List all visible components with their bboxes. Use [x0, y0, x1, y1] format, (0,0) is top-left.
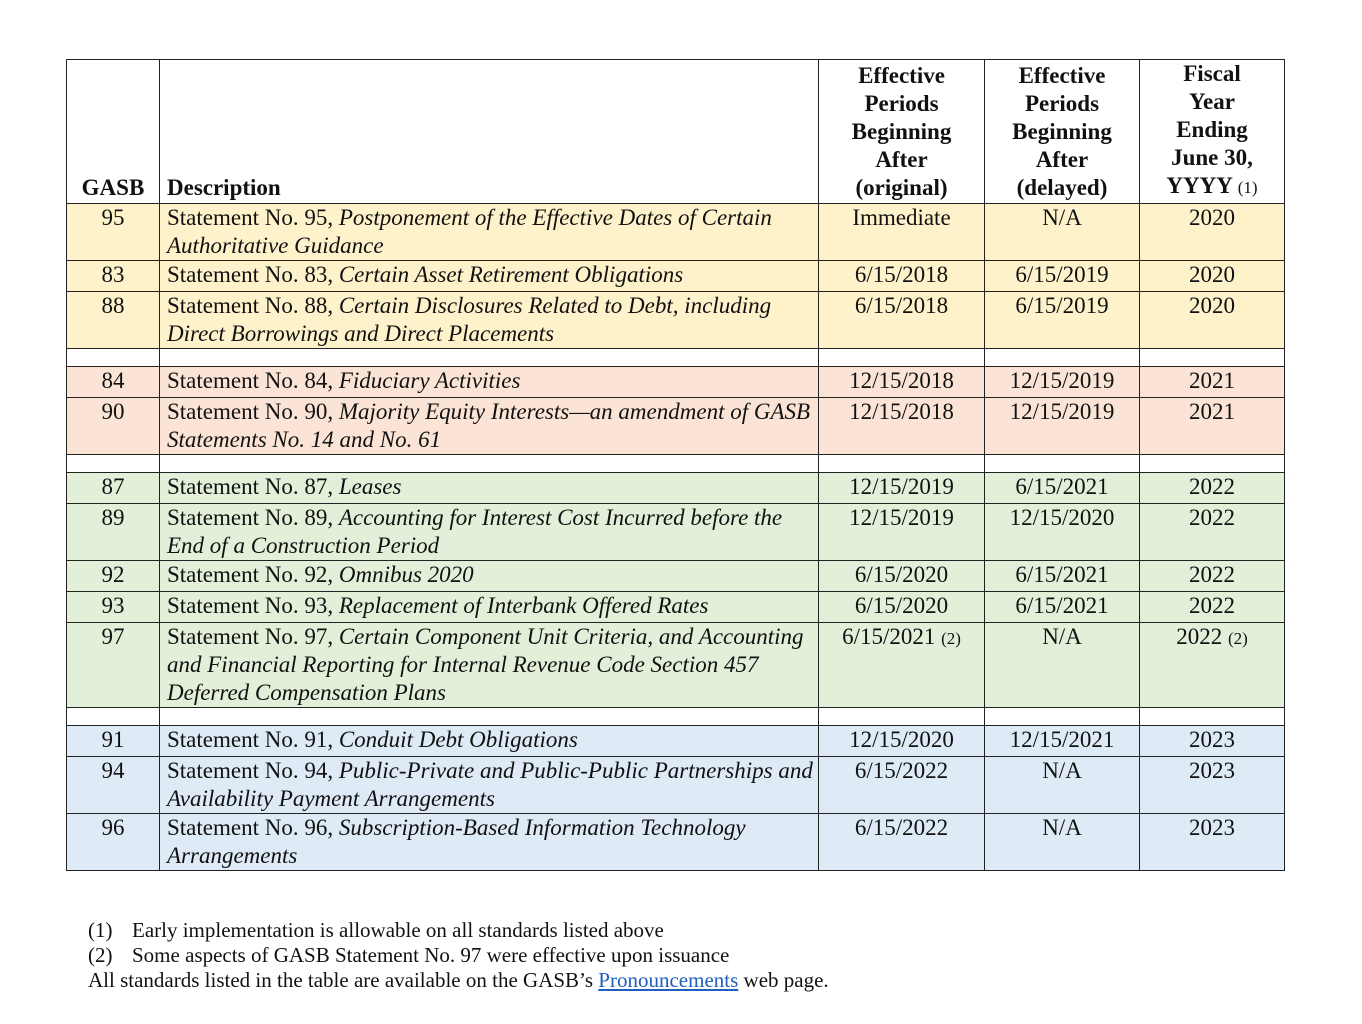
statement-title: Fiduciary Activities	[338, 368, 521, 393]
fiscal-year-value: 2022	[1189, 593, 1235, 618]
footnote-ref: (1)	[1237, 178, 1258, 197]
h-orig-line: Periods	[864, 91, 939, 116]
table-row	[67, 292, 1285, 349]
statement-number: Statement No. 88,	[167, 293, 339, 318]
gasb-number: 95	[67, 204, 160, 261]
effective-delayed-value: 12/15/2019	[1009, 399, 1115, 424]
effective-original-value: 6/15/2022	[854, 758, 949, 783]
effective-original	[819, 504, 985, 561]
table-row	[67, 204, 1285, 261]
effective-delayed-value: 6/15/2021	[1015, 562, 1109, 587]
effective-original	[819, 367, 985, 398]
effective-delayed	[985, 592, 1140, 623]
fiscal-year	[1140, 261, 1285, 292]
spacer-cell	[819, 349, 985, 367]
fiscal-year-value: 2021	[1189, 399, 1235, 424]
statement-description	[160, 473, 819, 504]
availability-suffix: web page.	[738, 968, 829, 992]
spacer-cell	[67, 455, 160, 473]
statement-title: Leases	[338, 474, 402, 499]
statement-description	[160, 623, 819, 708]
effective-original	[819, 757, 985, 814]
spacer-cell	[160, 349, 819, 367]
group-spacer-row	[67, 708, 1285, 726]
statement-title: Subscription-Based Information Technology Arrangements	[167, 815, 746, 868]
statement-description	[160, 261, 819, 292]
header-effective-original	[819, 60, 985, 204]
gasb-standards-table-container	[66, 59, 1284, 871]
effective-original-value: 12/15/2019	[849, 505, 954, 530]
table-row	[67, 726, 1285, 757]
gasb-number: 83	[67, 261, 160, 292]
spacer-cell	[819, 455, 985, 473]
statement-number: Statement No. 87,	[167, 474, 339, 499]
header-effective-delayed	[985, 60, 1140, 204]
h-fis-line: June 30,	[1171, 145, 1253, 170]
effective-delayed-value: N/A	[1042, 205, 1082, 230]
fiscal-year-value: 2022	[1189, 562, 1235, 587]
table-row	[67, 592, 1285, 623]
effective-delayed-value: 6/15/2021	[1015, 593, 1109, 618]
effective-delayed	[985, 623, 1140, 708]
effective-delayed-value: N/A	[1042, 758, 1082, 783]
footnote-2-text: Some aspects of GASB Statement No. 97 were effective upon issuance	[132, 943, 730, 967]
pronouncements-link[interactable]: Pronouncements	[598, 968, 739, 992]
statement-number: Statement No. 91,	[167, 727, 339, 752]
effective-delayed	[985, 504, 1140, 561]
statement-title: Conduit Debt Obligations	[338, 727, 578, 752]
fiscal-year-value: 2023	[1189, 758, 1235, 783]
footnote-1-key: (1)	[88, 918, 113, 942]
fiscal-year	[1140, 367, 1285, 398]
table-row	[67, 757, 1285, 814]
spacer-cell	[1140, 349, 1285, 367]
effective-delayed-value: 6/15/2019	[1015, 262, 1109, 287]
effective-original-value: 6/15/2020	[854, 593, 949, 618]
footnote-2-key: (2)	[88, 943, 113, 967]
fiscal-year	[1140, 204, 1285, 261]
gasb-number: 97	[67, 623, 160, 708]
footnote-2	[88, 943, 829, 968]
statement-title: Certain Asset Retirement Obligations	[338, 262, 684, 287]
effective-original	[819, 292, 985, 349]
effective-delayed-value: 12/15/2020	[1009, 505, 1115, 530]
h-orig-line: After	[875, 147, 928, 172]
effective-delayed	[985, 398, 1140, 455]
statement-number: Statement No. 94,	[167, 758, 339, 783]
spacer-cell	[985, 349, 1140, 367]
table-row	[67, 473, 1285, 504]
statement-number: Statement No. 97,	[167, 624, 339, 649]
fiscal-year	[1140, 292, 1285, 349]
effective-original	[819, 261, 985, 292]
h-del-line: Effective	[1018, 63, 1106, 88]
group-spacer-row	[67, 349, 1285, 367]
spacer-cell	[160, 455, 819, 473]
effective-original-value: 6/15/2018	[854, 262, 949, 287]
effective-original	[819, 473, 985, 504]
footnote-ref: (2)	[941, 629, 961, 648]
h-orig-line: Effective	[858, 63, 945, 88]
gasb-number: 89	[67, 504, 160, 561]
group-spacer-row	[67, 455, 1285, 473]
statement-number: Statement No. 89,	[167, 505, 339, 530]
h-fis-line	[1140, 172, 1284, 202]
fiscal-year	[1140, 473, 1285, 504]
h-del-line: Periods	[1024, 91, 1100, 116]
statement-description	[160, 726, 819, 757]
effective-delayed-value: 6/15/2021	[1015, 474, 1109, 499]
h-orig-line: (original)	[855, 175, 948, 200]
effective-delayed	[985, 757, 1140, 814]
effective-delayed	[985, 367, 1140, 398]
statement-description	[160, 814, 819, 871]
statement-number: Statement No. 96,	[167, 815, 339, 840]
effective-original	[819, 814, 985, 871]
h-fis-line: Year	[1189, 89, 1235, 114]
effective-original-value: 12/15/2018	[849, 368, 954, 393]
spacer-cell	[1140, 455, 1285, 473]
gasb-number: 92	[67, 561, 160, 592]
effective-original-value: 12/15/2020	[849, 727, 954, 752]
statement-title: Public-Private and Public-Public Partnerships and Availability Payment Arrangements	[167, 758, 813, 811]
statement-number: Statement No. 93,	[167, 593, 339, 618]
effective-original-value: 6/15/2022	[854, 815, 949, 840]
effective-delayed	[985, 814, 1140, 871]
fiscal-year	[1140, 757, 1285, 814]
table-body	[67, 204, 1285, 871]
effective-delayed	[985, 726, 1140, 757]
spacer-cell	[67, 708, 160, 726]
gasb-number: 94	[67, 757, 160, 814]
statement-number: Statement No. 95,	[167, 205, 339, 230]
statement-description	[160, 504, 819, 561]
statement-description	[160, 561, 819, 592]
effective-original	[819, 561, 985, 592]
statement-description	[160, 757, 819, 814]
fiscal-year	[1140, 623, 1285, 708]
header-gasb: GASB	[67, 60, 160, 204]
table-header-row	[67, 60, 1285, 204]
table-row	[67, 623, 1285, 708]
footnote-1	[88, 918, 829, 943]
fiscal-year-value: 2021	[1189, 368, 1235, 393]
fiscal-year-value: 2022	[1189, 474, 1235, 499]
statement-title: Postponement of the Effective Dates of Certain Authoritative Guidance	[167, 205, 772, 258]
statement-number: Statement No. 90,	[167, 399, 339, 424]
availability-note	[88, 968, 829, 993]
effective-delayed	[985, 204, 1140, 261]
effective-original-value: 12/15/2019	[849, 474, 954, 499]
gasb-number: 91	[67, 726, 160, 757]
effective-delayed-value: 12/15/2021	[1009, 727, 1115, 752]
table-row	[67, 367, 1285, 398]
h-orig-line: Beginning	[851, 119, 952, 144]
gasb-number: 87	[67, 473, 160, 504]
footnote-1-text: Early implementation is allowable on all standards listed above	[132, 918, 664, 942]
table-row	[67, 261, 1285, 292]
statement-title: Omnibus 2020	[338, 562, 474, 587]
statement-title: Replacement of Interbank Offered Rates	[338, 593, 709, 618]
effective-original	[819, 398, 985, 455]
effective-delayed-value: N/A	[1042, 624, 1082, 649]
effective-original	[819, 592, 985, 623]
header-fiscal-year	[1140, 60, 1285, 204]
h-del-line: Beginning	[1012, 119, 1112, 144]
fiscal-year	[1140, 561, 1285, 592]
effective-delayed-value: 12/15/2019	[1009, 368, 1115, 393]
statement-description	[160, 398, 819, 455]
effective-original	[819, 726, 985, 757]
gasb-standards-table	[66, 59, 1285, 871]
statement-number: Statement No. 84,	[167, 368, 339, 393]
effective-delayed	[985, 561, 1140, 592]
effective-original-value: 6/15/2020	[854, 562, 949, 587]
fiscal-year	[1140, 592, 1285, 623]
effective-delayed	[985, 261, 1140, 292]
gasb-number: 84	[67, 367, 160, 398]
statement-title: Accounting for Interest Cost Incurred before the End of a Construction Period	[167, 505, 783, 558]
spacer-cell	[819, 708, 985, 726]
spacer-cell	[985, 455, 1140, 473]
availability-prefix: All standards listed in the table are available on the GASB’s	[88, 968, 599, 992]
fiscal-year	[1140, 726, 1285, 757]
effective-original-value: 12/15/2018	[849, 399, 954, 424]
gasb-number: 90	[67, 398, 160, 455]
fiscal-year-value: 2022	[1176, 624, 1223, 649]
header-description: Description	[160, 60, 819, 204]
fiscal-year	[1140, 398, 1285, 455]
header-text: YYYY	[1166, 173, 1232, 198]
spacer-cell	[67, 349, 160, 367]
statement-description	[160, 292, 819, 349]
h-fis-line: Ending	[1176, 117, 1248, 142]
spacer-cell	[160, 708, 819, 726]
effective-original-value: 6/15/2021	[842, 624, 936, 649]
statement-description	[160, 592, 819, 623]
table-row	[67, 814, 1285, 871]
statement-title: Certain Disclosures Related to Debt, including Direct Borrowings and Direct Placements	[167, 293, 772, 346]
fiscal-year-value: 2020	[1189, 293, 1235, 318]
effective-delayed	[985, 473, 1140, 504]
table-row	[67, 398, 1285, 455]
footnote-ref: (2)	[1227, 629, 1248, 648]
gasb-number: 96	[67, 814, 160, 871]
h-del-line: (delayed)	[1016, 175, 1108, 200]
effective-delayed-value: N/A	[1042, 815, 1082, 840]
statement-number: Statement No. 92,	[167, 562, 339, 587]
effective-original-value: Immediate	[852, 205, 951, 230]
fiscal-year	[1140, 504, 1285, 561]
footnotes	[88, 918, 829, 993]
effective-delayed-value: 6/15/2019	[1015, 293, 1109, 318]
table-row	[67, 504, 1285, 561]
spacer-cell	[1140, 708, 1285, 726]
effective-original-value: 6/15/2018	[854, 293, 949, 318]
fiscal-year-value: 2022	[1189, 505, 1235, 530]
fiscal-year-value: 2023	[1189, 815, 1235, 840]
fiscal-year-value: 2023	[1189, 727, 1235, 752]
effective-delayed	[985, 292, 1140, 349]
statement-number: Statement No. 83,	[167, 262, 339, 287]
fiscal-year	[1140, 814, 1285, 871]
statement-title: Majority Equity Interests—an amendment of GASB Statements No. 14 and No. 61	[167, 399, 811, 452]
gasb-number: 88	[67, 292, 160, 349]
gasb-number: 93	[67, 592, 160, 623]
spacer-cell	[985, 708, 1140, 726]
h-fis-line: Fiscal	[1183, 61, 1241, 86]
statement-title: Certain Component Unit Criteria, and Accounting and Financial Reporting for Internal Revenue Code Section 457 Deferred Compensation Plans	[167, 624, 804, 705]
statement-description	[160, 367, 819, 398]
table-row	[67, 561, 1285, 592]
fiscal-year-value: 2020	[1189, 262, 1235, 287]
effective-original	[819, 204, 985, 261]
statement-description	[160, 204, 819, 261]
effective-original	[819, 623, 985, 708]
h-del-line: After	[1035, 147, 1089, 172]
fiscal-year-value: 2020	[1189, 205, 1235, 230]
